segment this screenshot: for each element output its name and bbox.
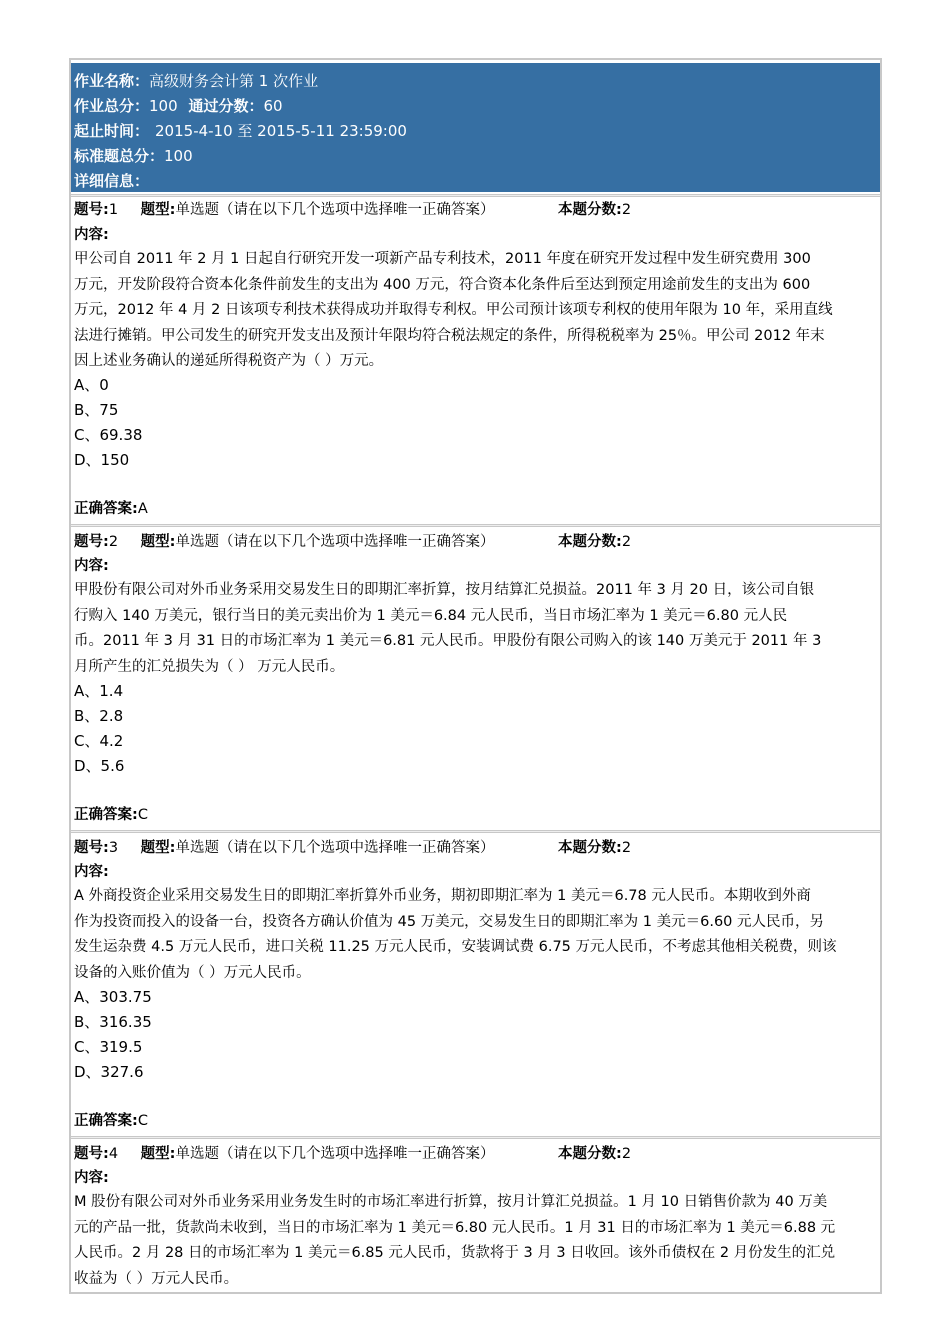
option-a: A、303.75	[74, 988, 152, 1006]
question-type: 单选题（请在以下几个选项中选择唯一正确答案）	[175, 202, 495, 218]
option-d: D、150	[74, 451, 130, 469]
question-score-value: 2	[621, 534, 632, 550]
question-score-label: 本题分数:	[558, 840, 622, 856]
separator	[71, 1136, 880, 1139]
question-score-value: 2	[621, 840, 632, 856]
content-line: 月所产生的汇兑损失为（ ） 万元人民币。	[74, 658, 345, 675]
option-c: C、4.2	[74, 732, 124, 750]
question-score	[558, 1144, 631, 1164]
question-score	[558, 200, 631, 220]
content-line: 设备的入账价值为（ ）万元人民币。	[74, 964, 311, 981]
question-score-label: 本题分数:	[558, 202, 622, 218]
total-score-label: 作业总分：	[74, 97, 150, 115]
assignment-name-row	[74, 71, 318, 91]
question-number: 4	[108, 1146, 119, 1162]
correct-answer	[74, 499, 148, 519]
option-c: C、69.38	[74, 426, 143, 444]
question-score	[558, 838, 631, 858]
correct-answer-label: 正确答案:	[74, 1113, 138, 1129]
correct-answer-label: 正确答案:	[74, 501, 138, 517]
content-line: 人民币。2 月 28 日的市场汇率为 1 美元＝6.85 元人民币，货款将于 3 月 3 日收回。该外币债权在 2 月份发生的汇兑	[74, 1245, 836, 1261]
question-type-label: 题型:	[140, 840, 176, 856]
content-line: 币。2011 年 3 月 31 日的市场汇率为 1 美元＝6.81 元人民币。甲股份有限公司购入的该 140 万美元于 2011 年 3	[74, 633, 822, 649]
question-number: 1	[108, 202, 119, 218]
option-a: A、1.4	[74, 682, 124, 700]
question-score-label: 本题分数:	[558, 534, 622, 550]
standard-total: 100	[164, 147, 193, 165]
separator	[71, 524, 880, 527]
question-type: 单选题（请在以下几个选项中选择唯一正确答案）	[175, 534, 495, 550]
question-type-label: 题型:	[140, 1146, 176, 1162]
pass-score: 60	[263, 97, 283, 115]
period-label: 起止时间：	[74, 122, 150, 140]
question-number: 2	[108, 534, 119, 550]
question-score-value: 2	[621, 202, 632, 218]
correct-answer-value: C	[137, 1113, 148, 1129]
question-content	[74, 578, 880, 680]
period-row	[74, 121, 407, 141]
content-label: 内容:	[74, 1170, 109, 1186]
assignment-name: 高级财务会计第 1 次作业	[149, 72, 319, 90]
question-content	[74, 884, 880, 986]
question-header	[74, 838, 632, 858]
question-type: 单选题（请在以下几个选项中选择唯一正确答案）	[175, 1146, 495, 1162]
question-type-label: 题型:	[140, 534, 176, 550]
option-b: B、75	[74, 401, 119, 419]
question-number-label: 题号:	[74, 840, 109, 856]
content-line: 元的产品一批，货款尚未收到，当日的市场汇率为 1 美元＝6.80 元人民币。1 月 31 日的市场汇率为 1 美元＝6.88 元	[74, 1219, 836, 1236]
question-header	[74, 200, 632, 220]
question-score-label: 本题分数:	[558, 1146, 622, 1162]
question-score	[558, 532, 631, 552]
question-score-value: 2	[621, 1146, 632, 1162]
separator	[71, 194, 880, 197]
content-line: 行购入 140 万美元，银行当日的美元卖出价为 1 美元＝6.84 元人民币，当日市场汇率为 1 美元＝6.80 元人民	[74, 607, 788, 624]
content-line: 因上述业务确认的递延所得税资产为（ ）万元。	[74, 353, 384, 369]
question-content	[74, 1190, 880, 1292]
content-line: 法进行摊销。甲公司发生的研究开发支出及预计年限均符合税法规定的条件，所得税税率为 25％。甲公司 2012 年末	[74, 327, 825, 344]
content-line: A 外商投资企业采用交易发生日的即期汇率折算外币业务，期初即期汇率为 1 美元＝6.78 元人民币。本期收到外商	[74, 888, 811, 904]
details-row	[74, 171, 149, 191]
option-a: A、0	[74, 376, 109, 394]
question-number-label: 题号:	[74, 202, 109, 218]
question-number-label: 题号:	[74, 1146, 109, 1162]
question-header	[74, 532, 632, 552]
standard-total-row	[74, 146, 193, 166]
correct-answer	[74, 1111, 148, 1131]
content-line: 作为投资而投入的设备一台，投资各方确认价值为 45 万美元，交易发生日的即期汇率为 1 美元＝6.60 元人民币，另	[74, 913, 825, 930]
content-label: 内容:	[74, 558, 109, 574]
option-c: C、319.5	[74, 1038, 143, 1056]
content-line: 收益为（ ）万元人民币。	[74, 1270, 239, 1287]
assignment-frame	[69, 58, 882, 1294]
total-score: 100	[149, 97, 178, 115]
pass-score-label: 通过分数：	[188, 97, 264, 115]
correct-answer-value: A	[137, 501, 148, 517]
content-line: 发生运杂费 4.5 万元人民币，进口关税 11.25 万元人民币，安装调试费 6.75 万元人民币，不考虑其他相关税费，则该	[74, 939, 837, 955]
question-number: 3	[108, 840, 119, 856]
option-d: D、327.6	[74, 1063, 144, 1081]
standard-total-label: 标准题总分：	[74, 147, 165, 165]
question-number-label: 题号:	[74, 534, 109, 550]
assignment-header	[71, 63, 880, 192]
content-line: 万元，2012 年 4 月 2 日该项专利技术获得成功并取得专利权。甲公司预计该项专利权的使用年限为 10 年，采用直线	[74, 302, 833, 318]
period-value: 2015-4-10 至 2015-5-11 23:59:00	[155, 122, 407, 140]
correct-answer	[74, 805, 148, 825]
question-type: 单选题（请在以下几个选项中选择唯一正确答案）	[175, 840, 495, 856]
separator	[71, 830, 880, 833]
option-b: B、316.35	[74, 1013, 152, 1031]
content-line: 万元，开发阶段符合资本化条件前发生的支出为 400 万元，符合资本化条件后至达到预定用途前发生的支出为 600	[74, 276, 811, 293]
content-label: 内容:	[74, 227, 109, 243]
question-content	[74, 247, 880, 375]
content-label: 内容:	[74, 864, 109, 880]
assignment-name-label: 作业名称：	[74, 72, 150, 90]
score-row	[74, 96, 283, 116]
details-label: 详细信息：	[74, 172, 150, 190]
content-line: M 股份有限公司对外币业务采用业务发生时的市场汇率进行折算，按月计算汇兑损益。1 月 10 日销售价款为 40 万美	[74, 1194, 828, 1210]
question-type-label: 题型:	[140, 202, 176, 218]
content-line: 甲股份有限公司对外币业务采用交易发生日的即期汇率折算，按月结算汇兑损益。2011 年 3 月 20 日，该公司自银	[74, 582, 815, 598]
question-header	[74, 1144, 632, 1164]
correct-answer-label: 正确答案:	[74, 807, 138, 823]
option-b: B、2.8	[74, 707, 124, 725]
option-d: D、5.6	[74, 757, 125, 775]
correct-answer-value: C	[137, 807, 148, 823]
content-line: 甲公司自 2011 年 2 月 1 日起自行研究开发一项新产品专利技术，2011 年度在研究开发过程中发生研究费用 300	[74, 251, 811, 267]
